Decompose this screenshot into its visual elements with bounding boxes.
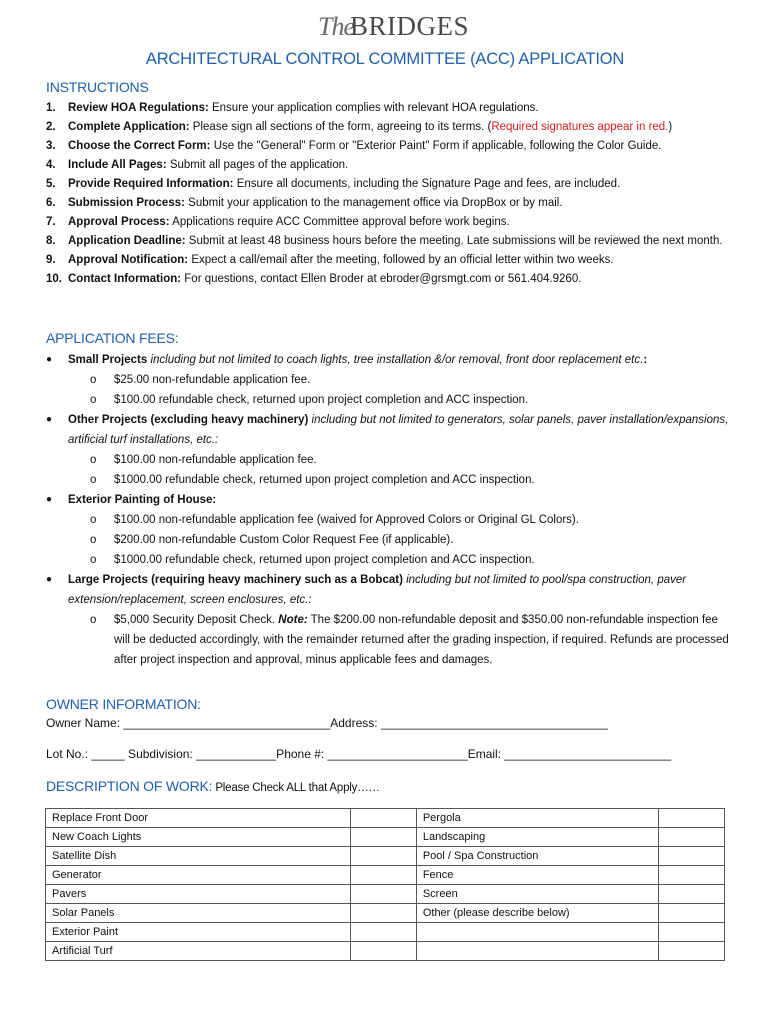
instruction-body: Applications require ACC Committee approval before work begins.: [169, 216, 510, 228]
instruction-body: Use the "General" Form or "Exterior Paint" Form if applicable, following the Color Guide.: [210, 140, 662, 152]
fee-item: [46, 490, 736, 510]
fee-amount: $100.00 non-refundable application fee.: [114, 454, 317, 466]
work-row: [46, 828, 725, 847]
fee-description: [68, 570, 736, 610]
bullet-icon: ●: [46, 354, 53, 365]
fee-amount: [114, 610, 736, 670]
work-checkbox-cell[interactable]: [658, 942, 724, 961]
note-label: Note:: [278, 614, 308, 626]
fee-scope: including but not limited to coach lights, tree installation &/or removal, front door replacement etc.: [147, 354, 644, 366]
instruction-number: 4.: [46, 159, 56, 171]
fee-item-large: [46, 570, 736, 610]
work-checkbox-cell[interactable]: [350, 809, 416, 828]
instruction-item: [46, 213, 736, 232]
instruction-number: 2.: [46, 121, 56, 133]
work-option-label: [416, 923, 658, 942]
work-option-label: Replace Front Door: [46, 809, 351, 828]
deposit-text: $5,000 Security Deposit Check.: [114, 614, 279, 626]
instruction-item: [46, 194, 736, 213]
fee-label: Large Projects (requiring heavy machinery such as a Bobcat): [68, 574, 403, 586]
owner-heading: OWNER INFORMATION:: [46, 696, 201, 712]
deposit-note: The $200.00 non-refundable deposit and $350.00 non-refundable inspection fee will be deducted accordingly, with the remainder returned after the grading inspection, if required. Refunds are processed after project inspection and approval, minus applicable fees and damages.: [114, 614, 729, 666]
work-heading-text: DESCRIPTION OF WORK:: [46, 778, 213, 794]
work-option-label: Screen: [416, 885, 658, 904]
bullet-icon: ●: [46, 414, 53, 425]
work-option-label: Satellite Dish: [46, 847, 351, 866]
instruction-label: Review HOA Regulations:: [68, 102, 209, 114]
instruction-number: 6.: [46, 197, 56, 209]
owner-name-address-line[interactable]: Owner Name: _______________________________Address: __________________________________: [46, 716, 608, 730]
work-option-label: Pavers: [46, 885, 351, 904]
instruction-number: 1.: [46, 102, 56, 114]
work-option-label: Other (please describe below): [416, 904, 658, 923]
fee-amount: $25.00 non-refundable application fee.: [114, 374, 311, 386]
fees-list: [46, 350, 736, 670]
instruction-item: [46, 270, 736, 289]
fee-amount: $100.00 non-refundable application fee (waived for Approved Colors or Original GL Colors).: [114, 514, 579, 526]
instruction-item: [46, 156, 736, 175]
required-signature-note: Required signatures appear in red.: [491, 121, 669, 133]
work-row: [46, 847, 725, 866]
fee-amount: $100.00 refundable check, returned upon project completion and ACC inspection.: [114, 394, 529, 406]
instruction-number: 10.: [46, 273, 62, 285]
instruction-item: [46, 99, 736, 118]
instruction-text: [68, 232, 736, 251]
instruction-number: 5.: [46, 178, 56, 190]
page-title: ARCHITECTURAL CONTROL COMMITTEE (ACC) APPLICATION: [145, 50, 625, 68]
fee-item: [46, 410, 736, 450]
bullet-icon: ●: [46, 494, 53, 505]
work-option-label: Generator: [46, 866, 351, 885]
logo-bridges: BRIDGES: [350, 11, 470, 41]
fee-amount: $200.00 non-refundable Custom Color Request Fee (if applicable).: [114, 534, 454, 546]
fee-description: [68, 350, 736, 370]
work-checkbox-cell[interactable]: [350, 847, 416, 866]
work-row: [46, 942, 725, 961]
logo-the: The: [318, 12, 354, 41]
circle-bullet-icon: o: [90, 374, 97, 386]
fee-sub-item: [46, 470, 736, 490]
work-option-label: Pergola: [416, 809, 658, 828]
instruction-item: [46, 175, 736, 194]
instruction-label: Provide Required Information:: [68, 178, 234, 190]
instruction-label: Choose the Correct Form:: [68, 140, 211, 152]
fee-sub-item: [46, 370, 736, 390]
work-checkbox-cell[interactable]: [350, 866, 416, 885]
work-row: [46, 866, 725, 885]
work-checkbox-cell[interactable]: [350, 942, 416, 961]
work-subtitle: Please Check ALL that Apply……: [212, 782, 380, 794]
instruction-body: Submit at least 48 business hours before the meeting. Late submissions will be reviewed the next month.: [185, 235, 723, 247]
instruction-text: [68, 99, 736, 118]
work-checkbox-cell[interactable]: [350, 828, 416, 847]
circle-bullet-icon: o: [90, 554, 97, 566]
work-row: [46, 923, 725, 942]
fee-amount: $1000.00 refundable check, returned upon project completion and ACC inspection.: [114, 554, 535, 566]
circle-bullet-icon: o: [90, 454, 97, 466]
instruction-body: Ensure all documents, including the Signature Page and fees, are included.: [233, 178, 621, 190]
instruction-item: [46, 251, 736, 270]
fee-scope: including but not limited to generators, solar panels, paver installation/expansions, artificial turf installations, etc.:: [68, 414, 729, 446]
work-checkbox-cell[interactable]: [658, 885, 724, 904]
instruction-item: [46, 118, 736, 137]
instruction-label: Application Deadline:: [68, 235, 186, 247]
instruction-body: Please sign all sections of the form, agreeing to its terms. (: [189, 121, 492, 133]
fee-scope: including but not limited to pool/spa construction, paver extension/replacement, screen enclosures, etc.:: [68, 574, 687, 606]
instructions-heading: INSTRUCTIONS: [46, 79, 149, 95]
instruction-body: Expect a call/email after the meeting, followed by an official letter within two weeks.: [188, 254, 614, 266]
instruction-body: Submit your application to the management office via DropBox or by mail.: [184, 197, 563, 209]
instruction-text: [68, 175, 736, 194]
instruction-text: [68, 194, 736, 213]
fee-sub-item: [46, 450, 736, 470]
instruction-label: Approval Notification:: [68, 254, 189, 266]
work-checkbox-cell[interactable]: [658, 904, 724, 923]
instruction-number: 3.: [46, 140, 56, 152]
work-checkbox-cell[interactable]: [658, 923, 724, 942]
circle-bullet-icon: o: [90, 394, 97, 406]
fee-sub-item: [46, 390, 736, 410]
instruction-item: [46, 232, 736, 251]
work-option-label: Fence: [416, 866, 658, 885]
circle-bullet-icon: o: [90, 514, 97, 526]
work-checkbox-cell[interactable]: [350, 923, 416, 942]
fee-sub-item: [46, 530, 736, 550]
instructions-list: [46, 99, 736, 289]
work-option-label: New Coach Lights: [46, 828, 351, 847]
work-heading: [46, 778, 380, 794]
bridges-logo: [318, 8, 469, 42]
instruction-text: [68, 118, 736, 137]
instruction-label: Include All Pages:: [68, 159, 167, 171]
circle-bullet-icon: o: [90, 614, 97, 626]
instruction-number: 7.: [46, 216, 56, 228]
fee-description: [68, 410, 736, 450]
instruction-label: Approval Process:: [68, 216, 170, 228]
fee-sub-item: [46, 610, 736, 670]
work-row: [46, 904, 725, 923]
fee-label: Small Projects: [68, 354, 148, 366]
work-option-label: Exterior Paint: [46, 923, 351, 942]
work-checkbox-cell[interactable]: [350, 885, 416, 904]
work-option-label: Pool / Spa Construction: [416, 847, 658, 866]
fee-item: [46, 350, 736, 370]
fee-amount: $1000.00 refundable check, returned upon project completion and ACC inspection.: [114, 474, 535, 486]
work-option-label: Artificial Turf: [46, 942, 351, 961]
work-row: [46, 809, 725, 828]
instruction-number: 9.: [46, 254, 56, 266]
bullet-icon: ●: [46, 574, 53, 585]
instruction-label: Complete Application:: [68, 121, 190, 133]
work-checklist-table: [45, 808, 725, 961]
work-checkbox-cell[interactable]: [658, 847, 724, 866]
circle-bullet-icon: o: [90, 474, 97, 486]
instruction-label: Submission Process:: [68, 197, 185, 209]
instruction-item: [46, 137, 736, 156]
instruction-body: Submit all pages of the application.: [166, 159, 349, 171]
lot-contact-line[interactable]: Lot No.: _____ Subdivision: ____________Phone #: _____________________Email: _________________________: [46, 747, 672, 761]
instruction-number: 8.: [46, 235, 56, 247]
fee-label: Exterior Painting of House:: [68, 494, 217, 506]
work-checkbox-cell[interactable]: [658, 866, 724, 885]
fee-sub-item: [46, 550, 736, 570]
instruction-text: [68, 213, 736, 232]
instruction-body: Ensure your application complies with relevant HOA regulations.: [208, 102, 539, 114]
work-checkbox-cell[interactable]: [658, 828, 724, 847]
fee-sub-item: [46, 510, 736, 530]
fee-label-end: :: [643, 354, 648, 366]
instruction-text: [68, 251, 736, 270]
work-checkbox-cell[interactable]: [350, 904, 416, 923]
instruction-text: [68, 137, 736, 156]
work-row: [46, 885, 725, 904]
instruction-label: Contact Information:: [68, 273, 182, 285]
instruction-text: [68, 156, 736, 175]
work-option-label: Landscaping: [416, 828, 658, 847]
fee-label: Other Projects (excluding heavy machinery): [68, 414, 309, 426]
fee-description: [68, 490, 736, 510]
instruction-tail: ): [668, 121, 673, 133]
work-checkbox-cell[interactable]: [658, 809, 724, 828]
circle-bullet-icon: o: [90, 534, 97, 546]
fees-heading: APPLICATION FEES:: [46, 330, 179, 346]
work-option-label: Solar Panels: [46, 904, 351, 923]
work-option-label: [416, 942, 658, 961]
instruction-body: For questions, contact Ellen Broder at ebroder@grsmgt.com or 561.404.9260.: [181, 273, 582, 285]
instruction-text: [68, 270, 736, 289]
